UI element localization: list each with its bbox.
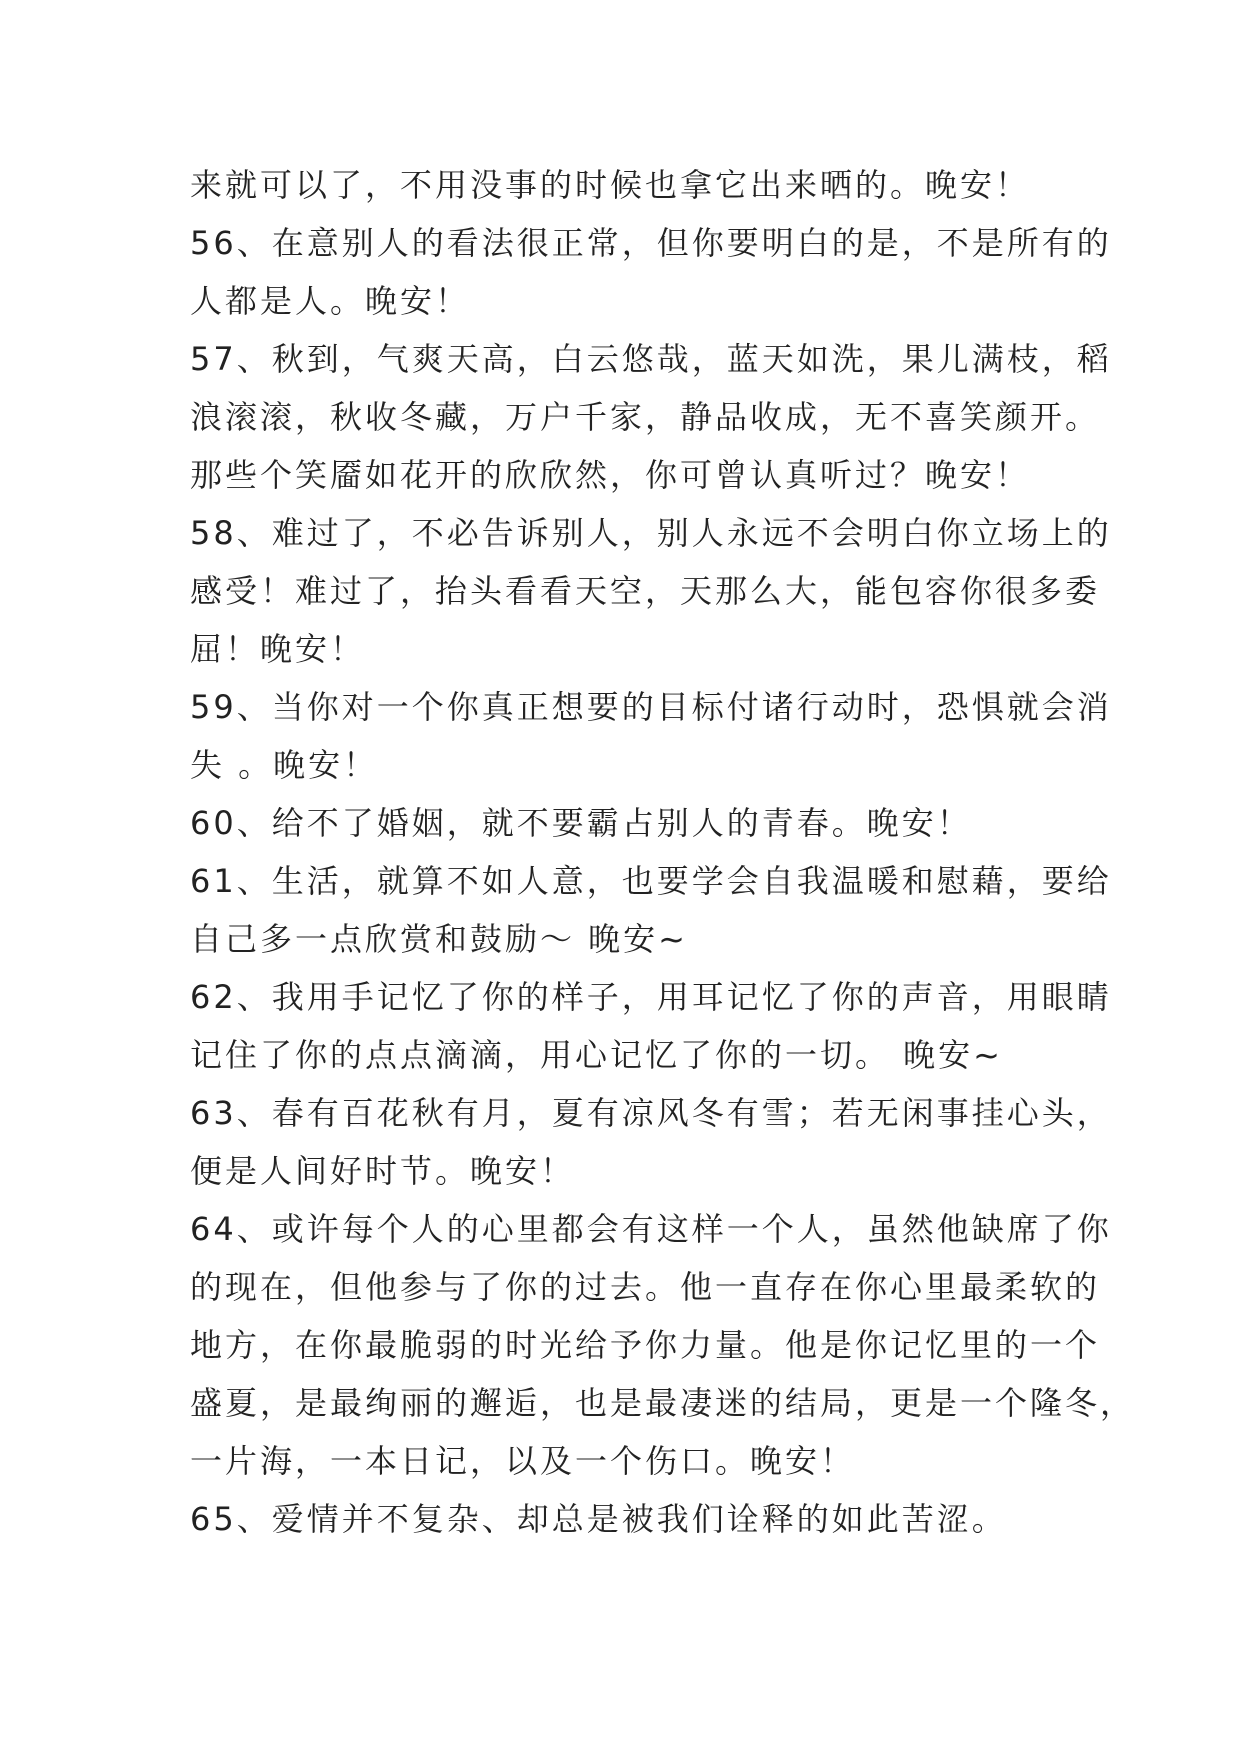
text-line: 失 。晚安！ xyxy=(190,746,379,784)
text-line: 的现在，但他参与了你的过去。他一直存在你心里最柔软的 xyxy=(190,1268,1101,1306)
text-line: 63、春有百花秋有月，夏有凉风冬有雪；若无闲事挂心头， xyxy=(190,1094,1112,1132)
text-line: 59、当你对一个你真正想要的目标付诸行动时，恐惧就会消 xyxy=(190,688,1112,726)
text-line: 58、难过了，不必告诉别人，别人永远不会明白你立场上的 xyxy=(190,514,1112,552)
text-line: 人都是人。晚安！ xyxy=(190,282,471,320)
text-line: 65、爱情并不复杂、却总是被我们诠释的如此苦涩。 xyxy=(190,1500,1007,1538)
text-line: 那些个笑靥如花开的欣欣然，你可曾认真听过？晚安！ xyxy=(190,456,1031,494)
text-line: 一片海，一本日记，以及一个伤口。晚安！ xyxy=(190,1442,856,1480)
text-line: 61、生活，就算不如人意，也要学会自我温暖和慰藉，要给 xyxy=(190,862,1112,900)
text-line: 自己多一点欣赏和鼓励～ 晚安~ xyxy=(190,920,688,958)
text-line: 56、在意别人的看法很正常，但你要明白的是，不是所有的 xyxy=(190,224,1112,262)
text-line: 来就可以了，不用没事的时候也拿它出来晒的。晚安！ xyxy=(190,166,1031,204)
text-line: 感受！难过了，抬头看看天空，天那么大，能包容你很多委 xyxy=(190,572,1101,610)
text-line: 屈！晚安！ xyxy=(190,630,366,668)
text-line: 62、我用手记忆了你的样子，用耳记忆了你的声音，用眼睛 xyxy=(190,978,1112,1016)
text-line: 浪滚滚，秋收冬藏，万户千家，静品收成，无不喜笑颜开。 xyxy=(190,398,1101,436)
text-line: 60、给不了婚姻，就不要霸占别人的青春。晚安！ xyxy=(190,804,972,842)
text-line: 盛夏，是最绚丽的邂逅，也是最凄迷的结局，更是一个隆冬， xyxy=(190,1384,1136,1422)
text-line: 64、或许每个人的心里都会有这样一个人，虽然他缺席了你 xyxy=(190,1210,1112,1248)
text-line: 记住了你的点点滴滴，用心记忆了你的一切。 晚安~ xyxy=(190,1036,1003,1074)
text-line: 便是人间好时节。晚安！ xyxy=(190,1152,576,1190)
text-line: 57、秋到，气爽天高，白云悠哉，蓝天如洗，果儿满枝，稻 xyxy=(190,340,1112,378)
document-body xyxy=(190,156,1136,1548)
text-line: 地方，在你最脆弱的时光给予你力量。他是你记忆里的一个 xyxy=(190,1326,1101,1364)
